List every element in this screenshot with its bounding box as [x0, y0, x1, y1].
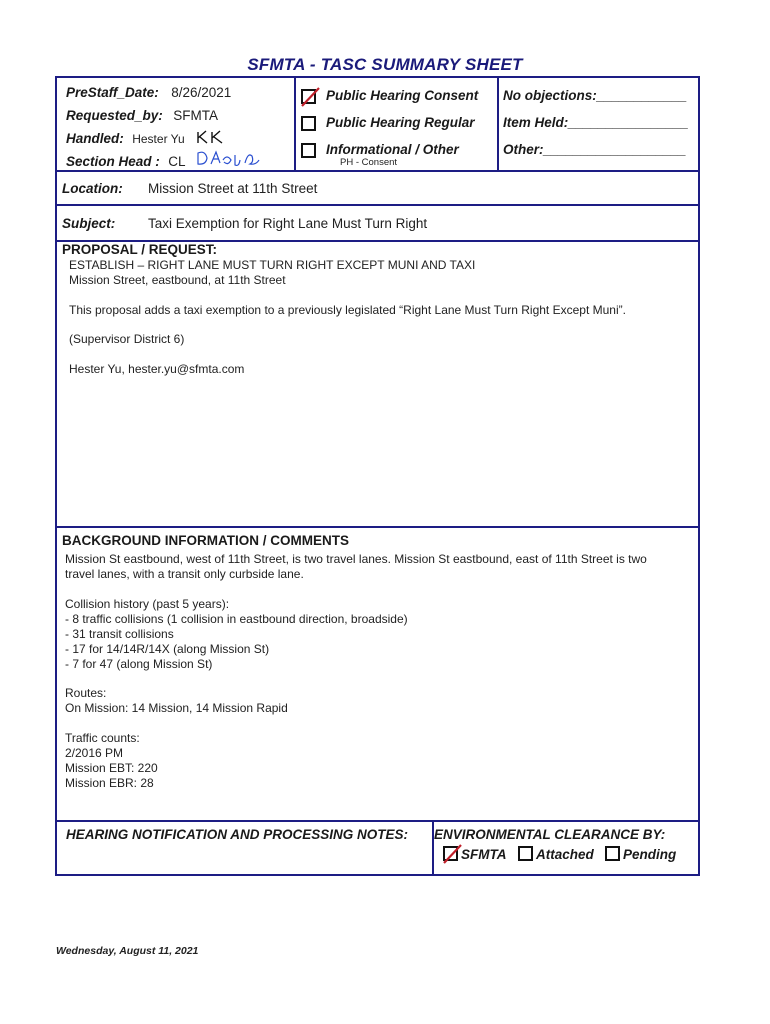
- check-mark-icon: [300, 86, 322, 108]
- requested-row: [66, 107, 218, 125]
- proposal-district: (Supervisor District 6): [69, 332, 185, 346]
- public-hearing-regular-checkbox[interactable]: [301, 116, 316, 131]
- header-divider-1: [294, 76, 296, 172]
- subject-label: Subject:: [62, 216, 116, 231]
- section-head-row: [66, 153, 186, 171]
- proposal-line-2: Mission Street, eastbound, at 11th Street: [69, 273, 286, 287]
- proposal-paragraph: This proposal adds a taxi exemption to a previously legislated “Right Lane Must Turn Right Except Muni”.: [69, 303, 626, 317]
- handled-value[interactable]: Hester Yu: [132, 132, 185, 146]
- hearing-notes-label: HEARING NOTIFICATION AND PROCESSING NOTES:: [66, 827, 409, 842]
- background-paragraph: Mission St eastbound, west of 11th Street, is two travel lanes. Mission St eastbound, east of 11th Street is two travel lanes, with a transit only curbside lane.: [65, 552, 647, 581]
- prestaff-value[interactable]: 8/26/2021: [171, 85, 232, 100]
- public-hearing-consent-label: Public Hearing Consent: [326, 88, 479, 103]
- background-heading: BACKGROUND INFORMATION / COMMENTS: [62, 533, 349, 548]
- routes-info: Routes: On Mission: 14 Mission, 14 Mission Rapid: [65, 686, 288, 715]
- handled-initials-signature: [195, 128, 229, 146]
- no-objections-field[interactable]: No objections:____________: [503, 88, 687, 103]
- requested-value[interactable]: SFMTA: [173, 108, 218, 123]
- proposal-line-1: ESTABLISH – RIGHT LANE MUST TURN RIGHT EXCEPT MUNI AND TAXI: [69, 258, 476, 272]
- sfmta-label: SFMTA: [461, 847, 507, 862]
- item-held-field[interactable]: Item Held:________________: [503, 115, 689, 130]
- informational-checkbox[interactable]: [301, 143, 316, 158]
- document-title: SFMTA - TASC SUMMARY SHEET: [247, 55, 523, 74]
- location-label: Location:: [62, 181, 123, 196]
- collision-history: Collision history (past 5 years): - 8 traffic collisions (1 collision in eastbound direction, broadside) - 31 transit collisions - 17 for 14/14R/14X (along Mission St) - 7 for 47 (along Mission St): [65, 597, 408, 671]
- handled-row: [66, 130, 185, 148]
- ph-consent-note: PH - Consent: [340, 157, 398, 168]
- other-field[interactable]: Other:___________________: [503, 142, 687, 157]
- informational-label: Informational / Other: [326, 142, 459, 157]
- requested-label: Requested_by:: [66, 108, 163, 123]
- public-hearing-consent-checkbox[interactable]: [301, 89, 316, 104]
- section-head-value[interactable]: CL: [168, 154, 186, 169]
- attached-label: Attached: [536, 847, 594, 862]
- section-head-label: Section Head :: [66, 154, 160, 169]
- prestaff-label: PreStaff_Date:: [66, 85, 159, 100]
- proposal-heading: PROPOSAL / REQUEST:: [62, 242, 218, 257]
- proposal-contact: Hester Yu, hester.yu@sfmta.com: [69, 362, 245, 376]
- public-hearing-regular-label: Public Hearing Regular: [326, 115, 475, 130]
- traffic-counts: Traffic counts: 2/2016 PM Mission EBT: 220 Mission EBR: 28: [65, 731, 158, 790]
- header-divider-2: [497, 76, 499, 172]
- environmental-clearance-label: ENVIRONMENTAL CLEARANCE BY:: [434, 827, 666, 842]
- section-head-signature: [195, 148, 265, 170]
- attached-checkbox[interactable]: [518, 846, 533, 861]
- subject-value[interactable]: Taxi Exemption for Right Lane Must Turn Right: [148, 216, 428, 231]
- pending-label: Pending: [623, 847, 677, 862]
- handled-label: Handled:: [66, 131, 124, 146]
- footer-date: Wednesday, August 11, 2021: [56, 945, 199, 957]
- prestaff-row: [66, 84, 231, 102]
- pending-checkbox[interactable]: [605, 846, 620, 861]
- sfmta-checkbox[interactable]: [443, 846, 458, 861]
- location-value[interactable]: Mission Street at 11th Street: [148, 181, 318, 196]
